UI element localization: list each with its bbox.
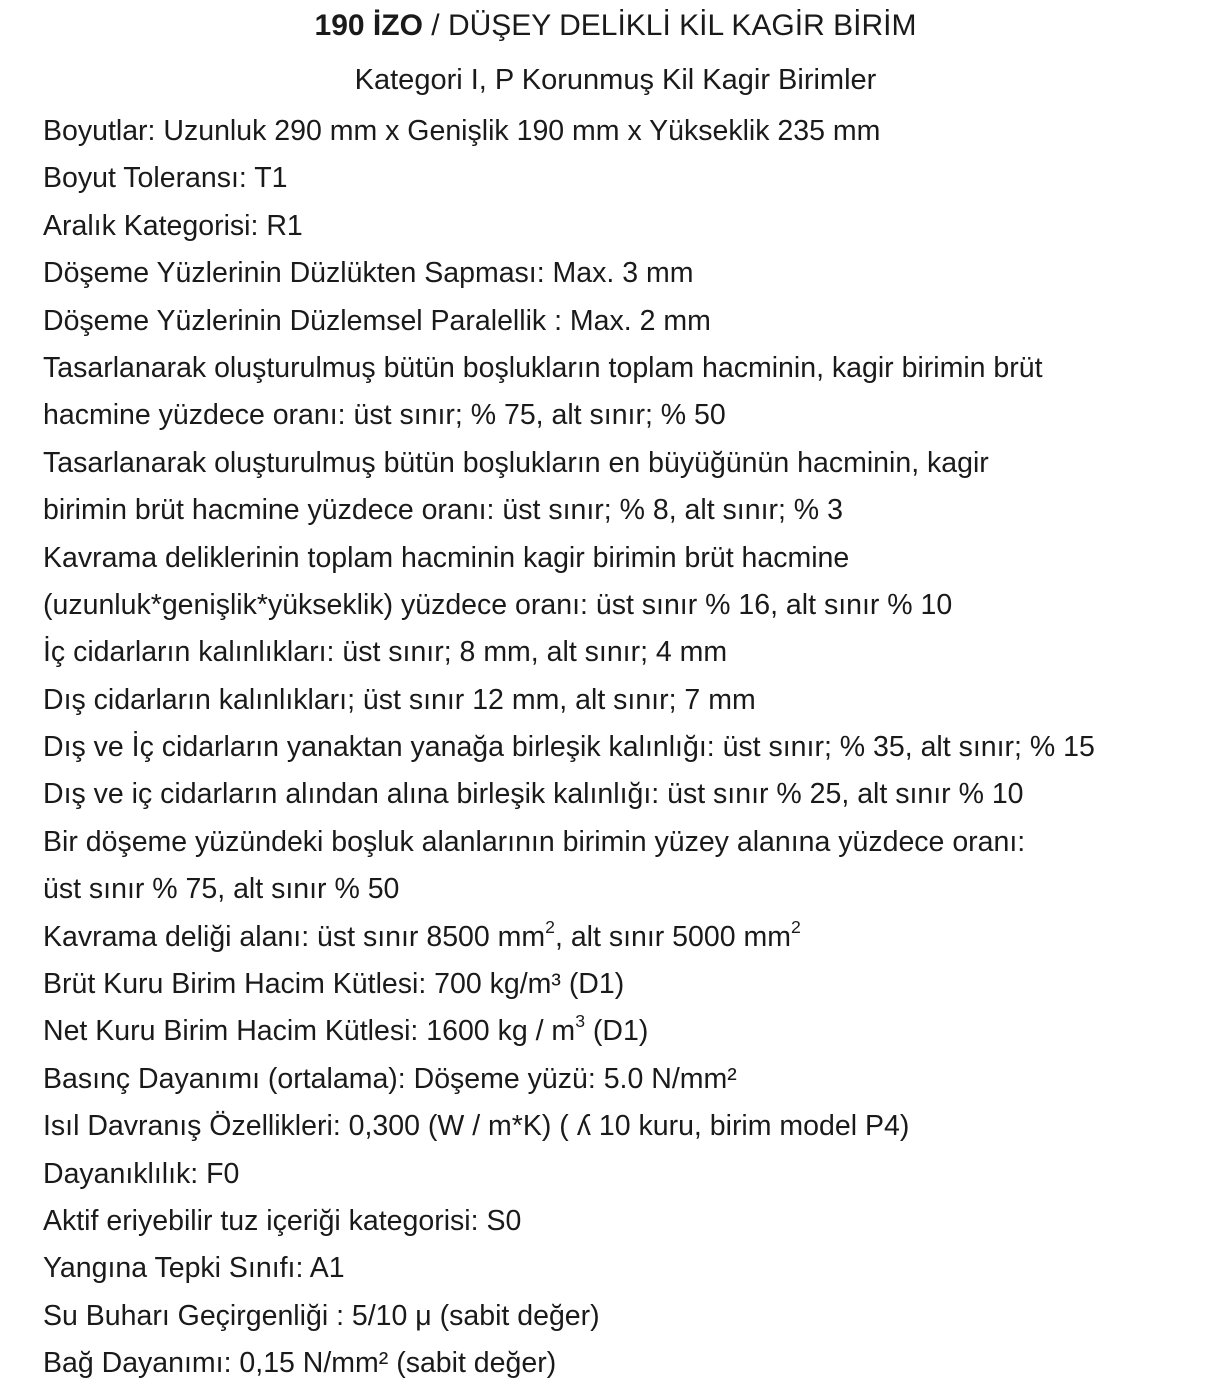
spec-bond-strength: Bağ Dayanımı: 0,15 N/mm² (sabit değer) <box>43 1347 557 1380</box>
spec-dimension-tolerance: Boyut Toleransı: T1 <box>43 162 288 195</box>
spec-range-category: Aralık Kategorisi: R1 <box>43 209 303 242</box>
spec-front-combined-thickness: Dış ve iç cidarların alından alına birleşik kalınlığı: üst sınır % 25, alt sınır % 10 <box>43 778 1024 811</box>
spec-net-dry-density <box>43 1008 1095 1055</box>
spec-flatness-deviation: Döşeme Yüzlerinin Düzlükten Sapması: Max. 3 mm <box>43 257 694 290</box>
spec-inner-wall-thickness: İç cidarların kalınlıkları: üst sınır; 8 mm, alt sınır; 4 mm <box>43 636 728 669</box>
spec-active-soluble-salt: Aktif eriyebilir tuz içeriği kategorisi: S0 <box>43 1204 522 1237</box>
spec-bed-face-void-ratio-line2: üst sınır % 75, alt sınır % 50 <box>43 873 400 906</box>
grip-area-sup1: 2 <box>545 916 555 937</box>
title-product-code: 190 İZO <box>314 9 423 42</box>
spec-grip-hole-volume-line1: Kavrama deliklerinin toplam hacminin kagir birimin brüt hacmine <box>43 541 850 574</box>
spec-total-void-volume-line1: Tasarlanarak oluşturulmuş bütün boşlukların toplam hacminin, kagir birimin brüt <box>43 351 1043 384</box>
spec-water-vapour-permeability: Su Buharı Geçirgenliği : 5/10 μ (sabit değer) <box>43 1299 600 1332</box>
spec-total-void-volume-line2: hacmine yüzdece oranı: üst sınır; % 75, alt sınır; % 50 <box>43 399 726 432</box>
specification-list <box>43 108 1095 1388</box>
grip-area-middle: , alt sınır 5000 mm <box>554 920 791 953</box>
grip-area-sup2: 2 <box>791 916 801 937</box>
spec-side-combined-thickness: Dış ve İç cidarların yanaktan yanağa birleşik kalınlığı: üst sınır; % 35, alt sınır; % 15 <box>43 731 1095 764</box>
spec-fire-reaction-class: Yangına Tepki Sınıfı: A1 <box>43 1252 345 1285</box>
net-density-suffix: (D1) <box>585 1015 649 1048</box>
net-density-sup: 3 <box>575 1011 586 1032</box>
spec-largest-void-volume-line1: Tasarlanarak oluşturulmuş bütün boşlukların en büyüğünün hacminin, kagir <box>43 446 989 479</box>
spec-outer-wall-thickness: Dış cidarların kalınlıkları; üst sınır 12 mm, alt sınır; 7 mm <box>43 683 756 716</box>
document-title <box>0 6 1231 46</box>
spec-compressive-strength: Basınç Dayanımı (ortalama): Döşeme yüzü: 5.0 N/mm² <box>43 1062 737 1095</box>
spec-thermal-properties: Isıl Davranış Özellikleri: 0,300 (W / m*K) ( ʎ 10 kuru, birim model P4) <box>43 1110 910 1143</box>
spec-dimensions: Boyutlar: Uzunluk 290 mm x Genişlik 190 mm x Yükseklik 235 mm <box>43 115 881 147</box>
net-density-prefix: Net Kuru Birim Hacim Kütlesi: 1600 kg / m <box>43 1015 576 1048</box>
spec-plane-parallelism: Döşeme Yüzlerinin Düzlemsel Paralellik : Max. 2 mm <box>43 304 711 337</box>
spec-grip-hole-volume-line2: (uzunluk*genişlik*yükseklik) yüzdece oranı: üst sınır % 16, alt sınır % 10 <box>43 588 953 621</box>
spec-largest-void-volume-line2: birimin brüt hacmine yüzdece oranı: üst sınır; % 8, alt sınır; % 3 <box>43 494 843 527</box>
spec-gross-dry-density: Brüt Kuru Birim Hacim Kütlesi: 700 kg/m³ (D1) <box>43 968 625 1001</box>
title-product-description: / DÜŞEY DELİKLİ KİL KAGİR BİRİM <box>422 9 917 42</box>
spec-durability: Dayanıklılık: F0 <box>43 1157 240 1190</box>
grip-area-prefix: Kavrama deliği alanı: üst sınır 8500 mm <box>43 920 546 953</box>
document-subtitle: Kategori I, P Korunmuş Kil Kagir Birimler <box>354 64 877 96</box>
spec-bed-face-void-ratio-line1: Bir döşeme yüzündeki boşluk alanlarının birimin yüzey alanına yüzdece oranı: <box>43 825 1026 858</box>
spec-grip-hole-area <box>43 914 1095 961</box>
